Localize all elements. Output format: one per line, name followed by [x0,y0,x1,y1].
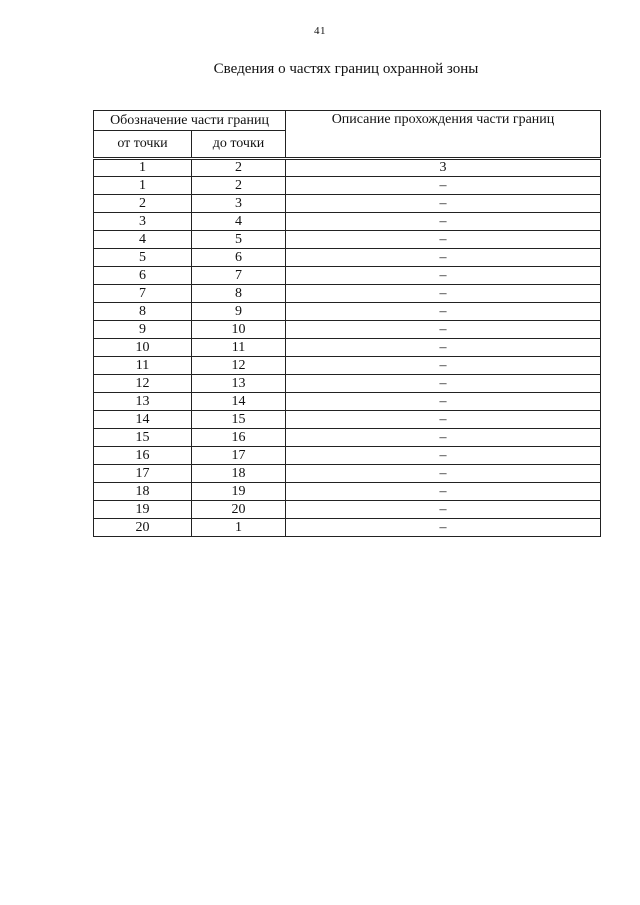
description-cell: – [286,519,601,537]
to-point-cell: 9 [192,303,286,321]
to-point-cell: 11 [192,339,286,357]
to-point-cell: 7 [192,267,286,285]
to-point-cell: 15 [192,411,286,429]
description-cell: – [286,429,601,447]
description-cell: – [286,483,601,501]
table-row [94,465,601,483]
to-point-cell: 5 [192,231,286,249]
table-row [94,519,601,537]
table-row [94,267,601,285]
table-row [94,501,601,519]
description-cell: – [286,267,601,285]
header-boundary-description: Описание прохождения части границ [286,111,601,159]
from-point-cell: 8 [94,303,192,321]
description-cell: – [286,303,601,321]
table-row [94,375,601,393]
from-point-cell: 3 [94,213,192,231]
description-cell: – [286,375,601,393]
table-row [94,303,601,321]
column-number: 2 [192,159,286,177]
table-row [94,429,601,447]
header-to-point: до точки [192,131,286,159]
description-cell: – [286,501,601,519]
table-row [94,483,601,501]
table-row [94,249,601,267]
from-point-cell: 4 [94,231,192,249]
description-cell: – [286,249,601,267]
to-point-cell: 6 [192,249,286,267]
table-row [94,195,601,213]
from-point-cell: 5 [94,249,192,267]
to-point-cell: 10 [192,321,286,339]
from-point-cell: 9 [94,321,192,339]
from-point-cell: 12 [94,375,192,393]
description-cell: – [286,285,601,303]
table-row [94,177,601,195]
to-point-cell: 19 [192,483,286,501]
header-from-point: от точки [94,131,192,159]
to-point-cell: 2 [192,177,286,195]
description-cell: – [286,195,601,213]
from-point-cell: 16 [94,447,192,465]
description-cell: – [286,357,601,375]
column-number-row [94,159,601,177]
from-point-cell: 15 [94,429,192,447]
to-point-cell: 4 [192,213,286,231]
table-row [94,321,601,339]
from-point-cell: 2 [94,195,192,213]
table-row [94,393,601,411]
description-cell: – [286,339,601,357]
table-row [94,339,601,357]
column-number: 1 [94,159,192,177]
to-point-cell: 3 [192,195,286,213]
boundary-parts-table [93,110,601,537]
document-title: Сведения о частях границ охранной зоны [213,61,479,77]
column-number: 3 [286,159,601,177]
description-cell: – [286,177,601,195]
to-point-cell: 17 [192,447,286,465]
table-row [94,231,601,249]
to-point-cell: 14 [192,393,286,411]
from-point-cell: 10 [94,339,192,357]
to-point-cell: 13 [192,375,286,393]
table-header-row [94,111,601,131]
from-point-cell: 18 [94,483,192,501]
page-number: 41 [314,25,326,37]
from-point-cell: 7 [94,285,192,303]
from-point-cell: 13 [94,393,192,411]
description-cell: – [286,231,601,249]
to-point-cell: 8 [192,285,286,303]
from-point-cell: 14 [94,411,192,429]
to-point-cell: 20 [192,501,286,519]
to-point-cell: 16 [192,429,286,447]
description-cell: – [286,411,601,429]
table-row [94,285,601,303]
to-point-cell: 1 [192,519,286,537]
table-row [94,357,601,375]
from-point-cell: 1 [94,177,192,195]
description-cell: – [286,321,601,339]
description-cell: – [286,213,601,231]
from-point-cell: 11 [94,357,192,375]
table-row [94,447,601,465]
from-point-cell: 19 [94,501,192,519]
description-cell: – [286,447,601,465]
table-row [94,411,601,429]
to-point-cell: 12 [192,357,286,375]
description-cell: – [286,393,601,411]
from-point-cell: 6 [94,267,192,285]
table-row [94,213,601,231]
header-boundary-designation: Обозначение части границ [94,111,286,131]
from-point-cell: 20 [94,519,192,537]
to-point-cell: 18 [192,465,286,483]
from-point-cell: 17 [94,465,192,483]
description-cell: – [286,465,601,483]
